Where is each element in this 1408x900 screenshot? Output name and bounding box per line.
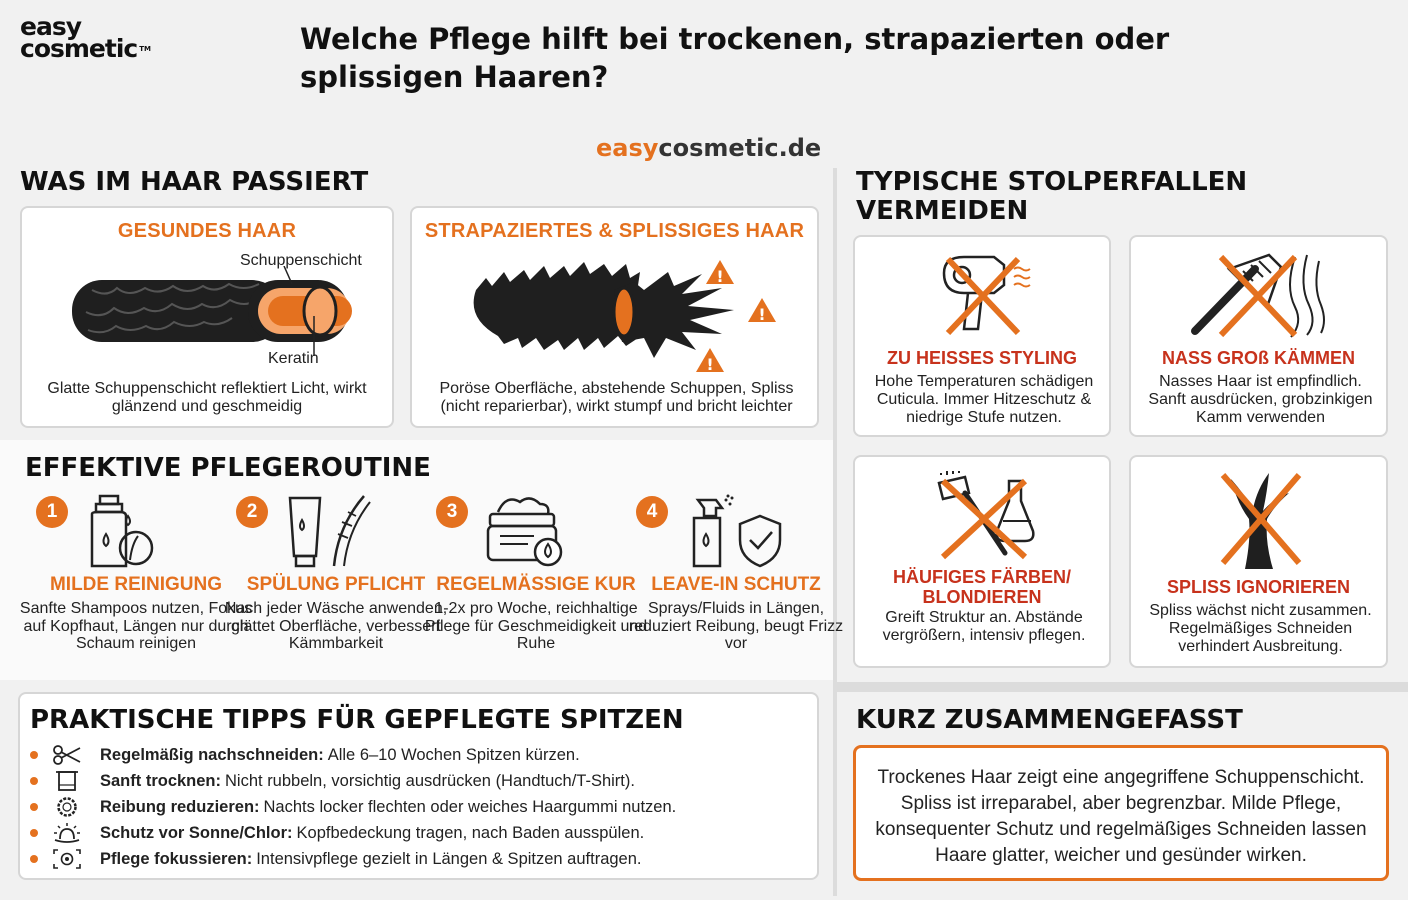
pitfalls-section-title: TYPISCHE STOLPERFALLEN VERMEIDEN [856,167,1248,226]
tip-bold: Schutz vor Sonne/Chlor: [100,823,293,842]
site-url-easy: easy [596,134,659,162]
label-keratin: Keratin [268,350,319,367]
damaged-hair-text: Poröse Oberfläche, abstehende Schuppen, Spliss (nicht reparierbar), wirkt stumpf und bricht leichter [439,380,794,415]
step-number: 4 [636,496,668,528]
step-title: LEAVE-IN SCHUTZ [651,574,821,595]
logo-bottom-text: cosmetic ™ [20,34,151,63]
tip-text: Alle 6–10 Wochen Spitzen kürzen. [327,745,580,764]
tip-text: Intensivpflege gezielt in Längen & Spitzen auftragen. [256,849,642,868]
focus-target-icon [52,848,82,870]
step-number: 3 [436,496,468,528]
spray-shield-icon [684,494,784,570]
page-title: Welche Pflege hilft bei trockenen, strapazierten oder splissigen Haaren? [300,22,1170,94]
damaged-hair-title: STRAPAZIERTES & SPLISSIGES HAAR [424,220,805,242]
scissors-icon [52,744,82,766]
tip-bold: Reibung reduzieren: [100,797,260,816]
tips-section-title: PRAKTISCHE TIPPS FÜR GEPFLEGTE SPITZEN [30,705,684,735]
tip-item [30,822,644,844]
pitfall-card [1129,455,1388,668]
step-title: MILDE REINIGUNG [49,574,223,595]
towel-icon [52,770,82,792]
pitfall-text: Spliss wächst nicht zusammen. Regelmäßiges Schneiden verhindert Ausbreitung. [1149,602,1372,655]
pitfall-title: NASS GROß KÄMMEN [1162,348,1355,368]
tip-item [30,848,642,870]
tip-item [30,744,580,766]
step-text: 1-2x pro Woche, reichhaltige Pflege für Geschmeidigkeit und Ruhe [424,600,648,652]
tip-item [30,796,676,818]
bullet [30,803,38,811]
pitfall-card [853,455,1111,668]
bullet [30,855,38,863]
pitfall-card [1129,235,1388,437]
pitfall-title: HÄUFIGES FÄRBEN/ BLONDIEREN [892,567,1071,607]
bullet [30,751,38,759]
svg-text:!: ! [758,305,766,324]
site-url[interactable] [596,134,821,162]
vertical-divider [833,168,837,896]
healthy-hair-strand-icon [62,266,362,356]
step-title: SPÜLUNG PFLICHT [246,574,426,595]
step-text: Sprays/Fluids in Längen, reduziert Reibung, beugt Frizz vor [628,600,844,652]
logo-top-text: easy [20,12,82,41]
step-number: 1 [36,496,68,528]
step-title: REGELMÄSSIGE KUR [436,574,636,595]
site-url-cosmetic: cosmetic.de [658,134,822,162]
right-horizontal-divider [837,682,1408,692]
logo-tm: TM [139,45,151,53]
tip-bold: Sanft trocknen: [100,771,222,790]
pitfall-text: Nasses Haar ist empfindlich. Sanft ausdrücken, grobzinkigen Kamm verwenden [1148,373,1373,426]
summary-section-title: KURZ ZUSAMMENGEFASST [856,705,1243,735]
comb-crossed-icon [1185,251,1335,341]
svg-text:!: ! [716,267,724,286]
routine-section-title: EFFEKTIVE PFLEGEROUTINE [25,453,431,483]
healthy-hair-text: Glatte Schuppenschicht reflektiert Licht, wirkt glänzend und geschmeidig [47,380,367,415]
svg-text:!: ! [706,355,714,374]
bullet [30,777,38,785]
hairdryer-crossed-icon [934,253,1034,341]
tip-text: Kopfbedeckung tragen, nach Baden ausspülen. [296,823,645,842]
shampoo-bottle-icon [84,494,184,570]
tip-bold: Regelmäßig nachschneiden: [100,745,324,764]
label-cuticle: Schuppenschicht [240,252,362,269]
pitfall-title: SPLISS IGNORIEREN [1166,577,1351,597]
healthy-hair-title: GESUNDES HAAR [117,220,297,242]
scrunchie-icon [52,796,82,818]
pitfall-card [853,235,1111,437]
tip-text: Nachts locker flechten oder weiches Haargummi nutzen. [263,797,677,816]
pitfall-text: Greift Struktur an. Abstände vergrößern, intensiv pflegen. [882,609,1086,644]
damaged-hair-card [410,206,819,428]
step-number: 2 [236,496,268,528]
damaged-hair-strand-icon [464,252,784,374]
step-text: Sanfte Shampoos nutzen, Fokus auf Kopfhaut, Längen nur durch Schaum reinigen [19,600,253,652]
bullet [30,829,38,837]
sun-hat-icon [52,822,82,844]
hair-section-title: WAS IM HAAR PASSIERT [20,167,369,197]
tips-card [18,692,819,880]
pitfall-text: Hohe Temperaturen schädigen Cuticula. Immer Hitzeschutz & niedrige Stufe nutzen. [874,373,1094,426]
summary-box [853,745,1389,881]
tip-bold: Pflege fokussieren: [100,849,253,868]
conditioner-tube-icon [284,494,384,570]
brand-logo[interactable] [20,12,151,63]
summary-text: Trockenes Haar zeigt eine angegriffene Schuppenschicht. Spliss ist irreparabel, aber begrenzbar. Milde Pflege, konsequenter Schutz und regelmäßiges Schneiden lassen Haare glatter, weicher und gesünder wirken. [875,767,1367,866]
step-text: Nach jeder Wäsche anwenden, glättet Oberfläche, verbessert Kämmbarkeit [224,600,448,652]
split-end-crossed-icon [1215,471,1307,571]
dye-brush-crossed-icon [933,471,1037,563]
tip-text: Nicht rubbeln, vorsichtig ausdrücken (Handtuch/T-Shirt). [225,771,635,790]
healthy-hair-card [20,206,394,428]
hair-mask-jar-icon [484,494,584,570]
tip-item [30,770,635,792]
pitfall-title: ZU HEISSES STYLING [886,348,1078,368]
